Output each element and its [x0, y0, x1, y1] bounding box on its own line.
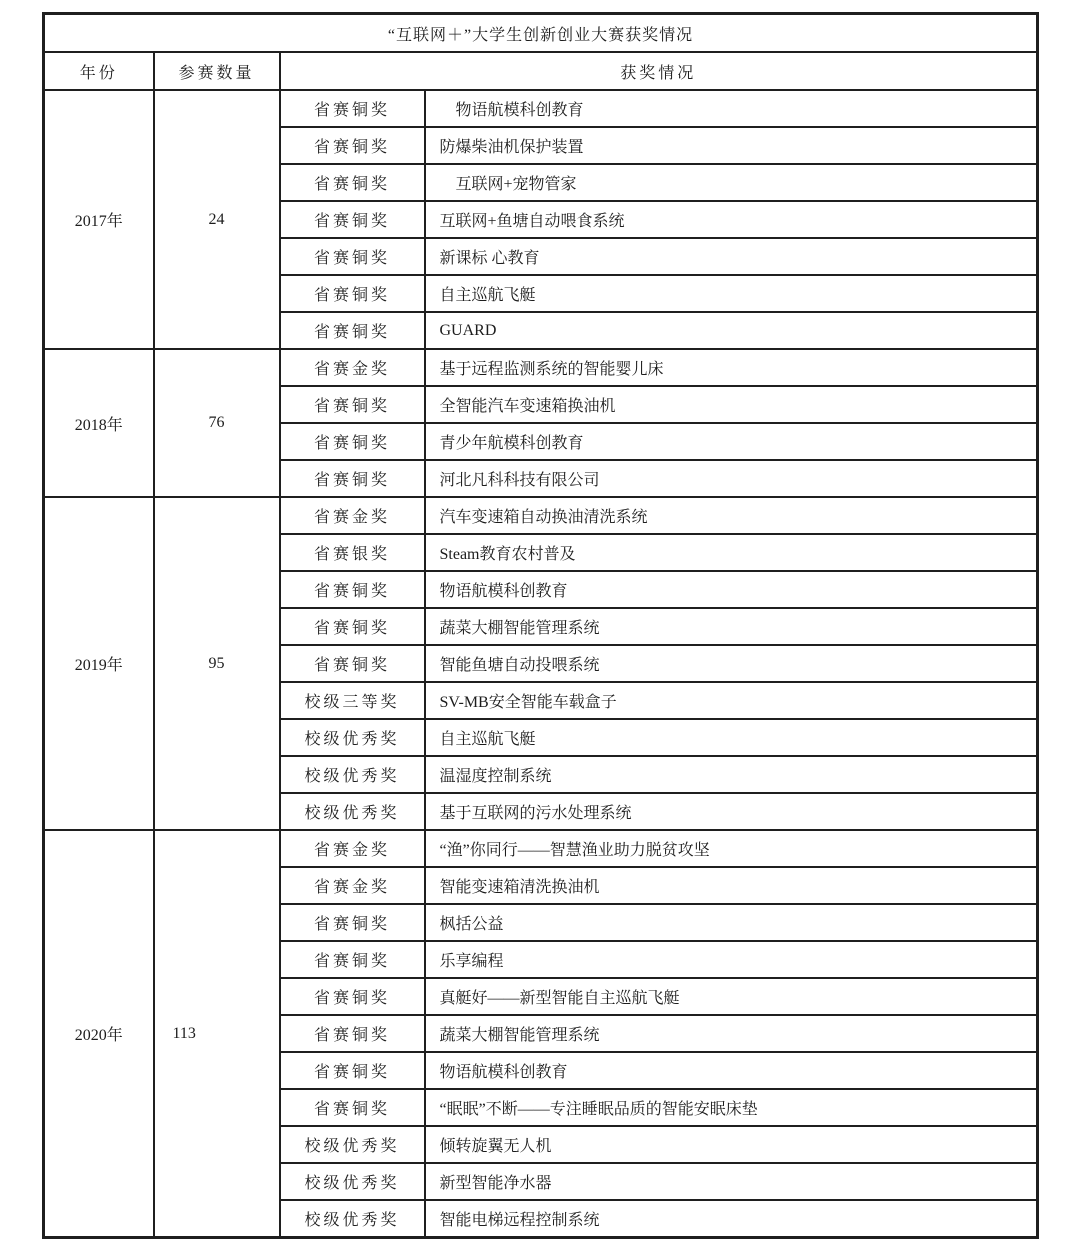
- count-cell: 95: [154, 497, 280, 830]
- project-cell: 互联网+宠物管家: [425, 164, 1038, 201]
- count-cell: 24: [154, 90, 280, 349]
- project-cell: Steam教育农村普及: [425, 534, 1038, 571]
- project-cell: “渔”你同行——智慧渔业助力脱贫攻坚: [425, 830, 1038, 867]
- award-cell: 省赛金奖: [280, 830, 425, 867]
- title-row: [44, 14, 1038, 53]
- award-cell: 省赛铜奖: [280, 312, 425, 349]
- project-cell: 新型智能净水器: [425, 1163, 1038, 1200]
- award-cell: 省赛铜奖: [280, 978, 425, 1015]
- project-cell: 枫括公益: [425, 904, 1038, 941]
- award-cell: 省赛铜奖: [280, 127, 425, 164]
- count-cell: 76: [154, 349, 280, 497]
- column-header-year: 年份: [44, 52, 154, 90]
- project-cell: 自主巡航飞艇: [425, 275, 1038, 312]
- project-cell: 真艇好——新型智能自主巡航飞艇: [425, 978, 1038, 1015]
- award-cell: 校级优秀奖: [280, 756, 425, 793]
- award-cell: 校级三等奖: [280, 682, 425, 719]
- column-header-awards: 获奖情况: [280, 52, 1038, 90]
- award-cell: 校级优秀奖: [280, 793, 425, 830]
- project-cell: 智能变速箱清洗换油机: [425, 867, 1038, 904]
- project-cell: 防爆柴油机保护装置: [425, 127, 1038, 164]
- project-cell: 物语航模科创教育: [425, 571, 1038, 608]
- project-cell: 新课标 心教育: [425, 238, 1038, 275]
- award-cell: 省赛铜奖: [280, 164, 425, 201]
- project-cell: SV-MB安全智能车载盒子: [425, 682, 1038, 719]
- award-cell: 省赛金奖: [280, 497, 425, 534]
- award-cell: 省赛铜奖: [280, 460, 425, 497]
- project-cell: 温湿度控制系统: [425, 756, 1038, 793]
- project-cell: 青少年航模科创教育: [425, 423, 1038, 460]
- project-cell: GUARD: [425, 312, 1038, 349]
- award-cell: 校级优秀奖: [280, 1163, 425, 1200]
- project-cell: 河北凡科科技有限公司: [425, 460, 1038, 497]
- project-cell: 倾转旋翼无人机: [425, 1126, 1038, 1163]
- award-cell: 省赛铜奖: [280, 275, 425, 312]
- project-cell: “眠眠”不断——专注睡眠品质的智能安眠床垫: [425, 1089, 1038, 1126]
- award-cell: 省赛金奖: [280, 867, 425, 904]
- award-cell: 省赛铜奖: [280, 386, 425, 423]
- award-cell: 省赛铜奖: [280, 608, 425, 645]
- award-cell: 校级优秀奖: [280, 719, 425, 756]
- award-cell: 省赛铜奖: [280, 201, 425, 238]
- project-cell: 全智能汽车变速箱换油机: [425, 386, 1038, 423]
- award-cell: 省赛铜奖: [280, 1089, 425, 1126]
- column-header-count: 参赛数量: [154, 52, 280, 90]
- project-cell: 乐享编程: [425, 941, 1038, 978]
- award-cell: 省赛铜奖: [280, 90, 425, 127]
- award-cell: 省赛铜奖: [280, 423, 425, 460]
- award-cell: 省赛银奖: [280, 534, 425, 571]
- year-cell: 2018年: [44, 349, 154, 497]
- award-cell: 省赛铜奖: [280, 238, 425, 275]
- table-row: [44, 90, 1038, 127]
- award-cell: 校级优秀奖: [280, 1200, 425, 1238]
- header-row: [44, 52, 1038, 90]
- table-row: [44, 830, 1038, 867]
- project-cell: 智能电梯远程控制系统: [425, 1200, 1038, 1238]
- award-cell: 省赛铜奖: [280, 645, 425, 682]
- award-cell: 校级优秀奖: [280, 1126, 425, 1163]
- table-title: “互联网＋”大学生创新创业大赛获奖情况: [44, 14, 1038, 53]
- project-cell: 基于互联网的污水处理系统: [425, 793, 1038, 830]
- project-cell: 物语航模科创教育: [425, 90, 1038, 127]
- project-cell: 物语航模科创教育: [425, 1052, 1038, 1089]
- award-table: [42, 12, 1039, 1239]
- table-body: [44, 90, 1038, 1238]
- project-cell: 智能鱼塘自动投喂系统: [425, 645, 1038, 682]
- project-cell: 自主巡航飞艇: [425, 719, 1038, 756]
- project-cell: 汽车变速箱自动换油清洗系统: [425, 497, 1038, 534]
- award-cell: 省赛铜奖: [280, 941, 425, 978]
- project-cell: 互联网+鱼塘自动喂食系统: [425, 201, 1038, 238]
- award-cell: 省赛金奖: [280, 349, 425, 386]
- project-cell: 蔬菜大棚智能管理系统: [425, 1015, 1038, 1052]
- count-cell: 113: [154, 830, 280, 1238]
- table-row: [44, 497, 1038, 534]
- table-row: [44, 349, 1038, 386]
- year-cell: 2019年: [44, 497, 154, 830]
- year-cell: 2017年: [44, 90, 154, 349]
- award-cell: 省赛铜奖: [280, 1052, 425, 1089]
- project-cell: 基于远程监测系统的智能婴儿床: [425, 349, 1038, 386]
- award-cell: 省赛铜奖: [280, 1015, 425, 1052]
- year-cell: 2020年: [44, 830, 154, 1238]
- award-cell: 省赛铜奖: [280, 904, 425, 941]
- project-cell: 蔬菜大棚智能管理系统: [425, 608, 1038, 645]
- award-cell: 省赛铜奖: [280, 571, 425, 608]
